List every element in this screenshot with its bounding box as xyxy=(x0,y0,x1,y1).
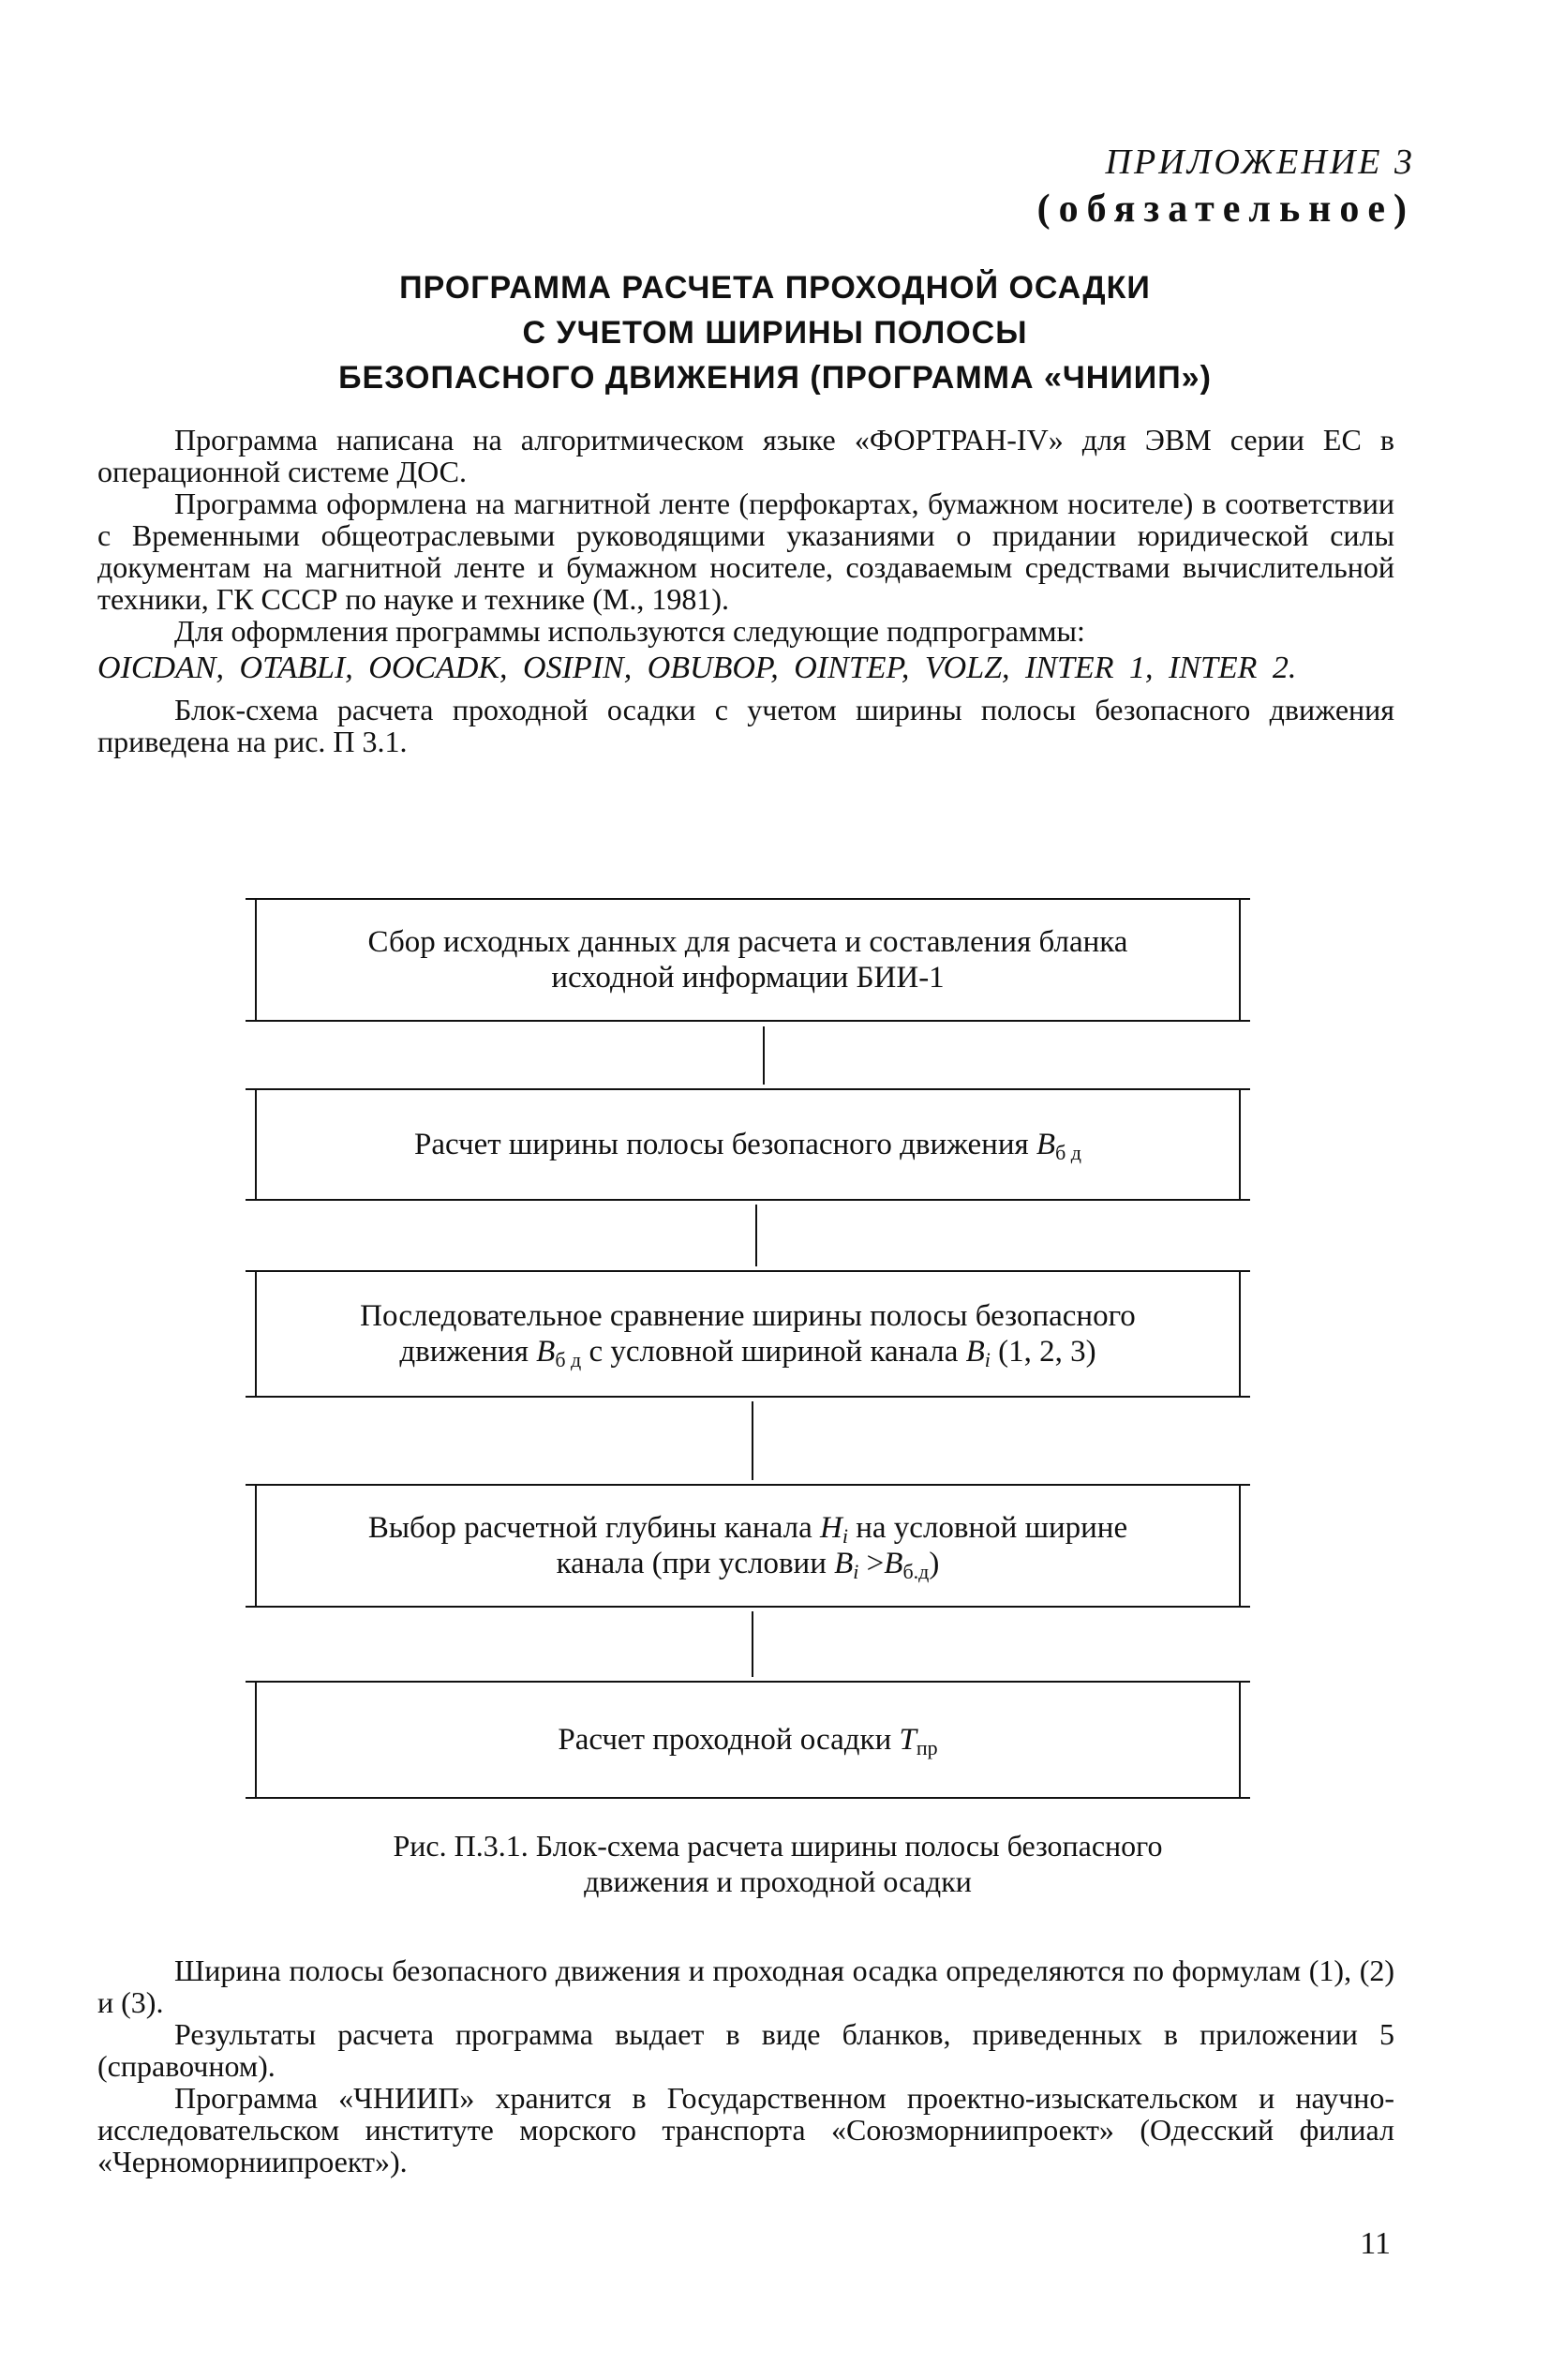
flow-box-3-text-c: (1, 2, 3) xyxy=(998,1335,1096,1369)
flow-box-2-symbol: B xyxy=(1036,1128,1056,1161)
flow-box-depth-choice xyxy=(255,1486,1241,1606)
page-number: 11 xyxy=(1360,2226,1391,2261)
flow-box-2-text: Расчет ширины полосы безопасного движения xyxy=(414,1128,1029,1161)
intro-paragraph-medium: Программа оформлена на магнитной ленте (перфокартах, бумажном носителе) в соответствии с Временными общеотраслевыми руководящими указаниями о придании юридической силы документам на магнитной ленте и бумажном носителе, создаваемым средствами вычислительной техники, ГК СССР по науке и технике (М., 1981). xyxy=(97,486,1394,616)
appendix-status: (обязательное) xyxy=(1036,187,1415,231)
outro-paragraph-results: Результаты расчета программа выдает в виде бланков, приведенных в приложении 5 (справочном). xyxy=(97,2017,1394,2083)
flow-box-3-line-2 xyxy=(274,1334,1222,1370)
flow-box-3-text-a: движения xyxy=(399,1335,529,1369)
intro-paragraph-language: Программа написана на алгоритмическом языке «ФОРТРАН-IV» для ЭВМ серии ЕС в операционной системе ДОС. xyxy=(97,423,1394,488)
flow-box-3-subscript-2: i xyxy=(984,1348,991,1371)
figure-caption xyxy=(253,1828,1303,1899)
flow-box-4-subscript-3: б.д xyxy=(902,1560,930,1583)
title-line-3: БЕЗОПАСНОГО ДВИЖЕНИЯ (ПРОГРАММА «ЧНИИП») xyxy=(338,360,1212,396)
intro-paragraph-flowchart-ref: Блок-схема расчета проходной осадки с учетом ширины полосы безопасного движения приведена на рис. П 3.1. xyxy=(97,693,1394,758)
flow-box-draught-calc xyxy=(255,1683,1241,1797)
flow-box-4-text-a: Выбор расчетной глубины канала xyxy=(367,1511,812,1545)
intro-section xyxy=(97,424,1394,757)
title-line-2: С УЧЕТОМ ШИРИНЫ ПОЛОСЫ xyxy=(522,315,1028,351)
flow-connector-3 xyxy=(752,1401,753,1480)
flow-box-2-subscript: б д xyxy=(1055,1141,1081,1164)
appendix-number: ПРИЛОЖЕНИЕ 3 xyxy=(1105,142,1415,182)
flow-box-4-line-2 xyxy=(274,1546,1222,1581)
outro-paragraph-formulas: Ширина полосы безопасного движения и проходная осадка определяются по формулам (1), (2) и (3). xyxy=(97,1953,1394,2019)
subroutine-list: ОICDAN, ОTABLI, ОOCADK, ОSIPIN, ОBUBOP, ОINTEP, VOLZ, INTER 1, INTER 2. xyxy=(97,651,1297,685)
flow-box-4-subscript-2: i xyxy=(853,1560,859,1583)
flow-box-5-subscript: пр xyxy=(916,1736,938,1759)
flow-box-comparison xyxy=(255,1272,1241,1396)
outro-paragraph-storage: Программа «ЧНИИП» хранится в Государственном проектно-изыскательском и научно-исследовательском институте морского транспорта «Союзморниипроект» (Одесский филиал «Черноморниипроект»). xyxy=(97,2081,1394,2178)
appendix-header xyxy=(1037,141,1415,234)
flow-box-4-symbol-3: B xyxy=(884,1547,903,1580)
flow-box-5-symbol: T xyxy=(899,1723,917,1757)
intro-paragraph-subroutines: Для оформления программы используются следующие подпрограммы: xyxy=(174,614,1085,648)
outro-section xyxy=(97,1954,1394,2178)
flow-box-3-line-1: Последовательное сравнение ширины полосы безопасного xyxy=(360,1299,1136,1333)
flow-box-1-line-2: исходной информации БИИ-1 xyxy=(551,961,945,995)
flow-connector-2 xyxy=(755,1205,757,1266)
flow-connector-1 xyxy=(763,1026,765,1085)
flow-box-4-text-c: канала (при условии xyxy=(556,1547,827,1580)
flow-box-4-operator: > xyxy=(866,1547,885,1580)
caption-line-1: Рис. П.3.1. Блок-схема расчета ширины полосы безопасного xyxy=(393,1829,1163,1863)
flow-box-3-symbol-2: B xyxy=(965,1335,985,1369)
flow-box-data-collection xyxy=(255,900,1241,1020)
flow-box-5-text: Расчет проходной осадки xyxy=(558,1723,892,1757)
flow-box-4-symbol-1: H xyxy=(820,1511,842,1545)
document-title xyxy=(187,265,1363,400)
flow-box-4-line-1 xyxy=(274,1510,1222,1546)
flow-box-4-symbol-2: B xyxy=(834,1547,854,1580)
flow-box-4-text-b: на условной ширине xyxy=(856,1511,1128,1545)
flow-box-4-subscript-1: i xyxy=(842,1524,848,1548)
caption-line-2: движения и проходной осадки xyxy=(584,1864,972,1898)
title-line-1: ПРОГРАММА РАСЧЕТА ПРОХОДНОЙ ОСАДКИ xyxy=(399,270,1151,306)
flow-connector-4 xyxy=(752,1611,753,1677)
flow-box-1-line-1: Сбор исходных данных для расчета и составления бланка xyxy=(367,925,1128,959)
flow-box-3-symbol-1: B xyxy=(536,1335,556,1369)
flow-box-4-text-d: ) xyxy=(929,1547,940,1580)
flow-box-3-text-b: с условной шириной канала xyxy=(589,1335,959,1369)
flow-box-width-calc xyxy=(255,1090,1241,1199)
flow-box-3-subscript-1: б д xyxy=(555,1348,582,1371)
